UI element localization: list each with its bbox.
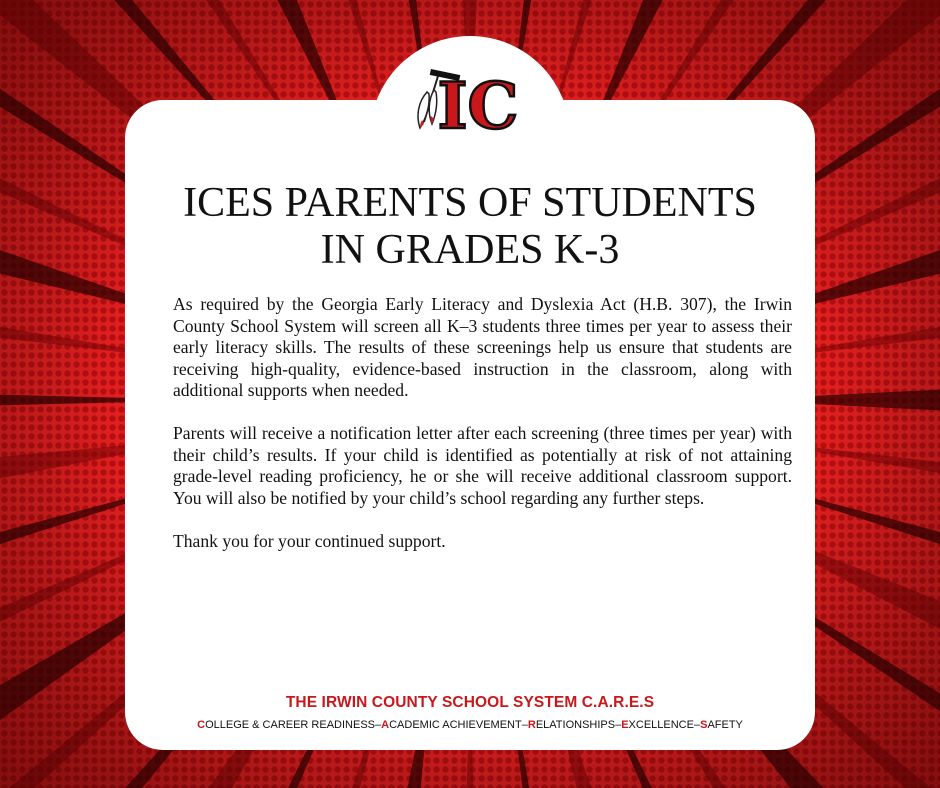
cares-separator: – [521,719,528,731]
page-title [125,180,815,274]
cares-word: ELATIONSHIPS [535,719,616,731]
paragraph-notification: Parents will receive a notification letter after each screening (three times per year) with their child’s results. If your child is identified as potentially at risk of not attaining grade-level reading proficiency, he or she will receive additional classroom support. You will also be notified by your child’s school regarding any further steps. [173,423,792,508]
cares-initial: A [381,719,390,731]
cares-initial: R [527,719,536,731]
title-line-2: IN GRADES K-3 [320,227,620,273]
letter-body [173,294,792,574]
cares-initial: C [197,719,206,731]
title-line-1: ICES PARENTS OF STUDENTS [183,180,757,226]
cares-word: XCELLENCE [628,719,694,731]
cares-initial: E [621,719,629,731]
cares-acronym-line [125,719,815,731]
cares-word: OLLEGE & CAREER READINESS [205,719,376,731]
cares-separator: – [693,719,701,731]
cares-initial: S [700,719,708,731]
cares-word: CADEMIC ACHIEVEMENT [389,719,522,731]
cares-separator: – [375,719,382,731]
school-logo [410,62,520,138]
cares-word: AFETY [707,719,743,731]
paragraph-thanks: Thank you for your continued support. [173,530,446,551]
logo-text: IC [437,69,519,138]
cares-title: THE IRWIN COUNTY SCHOOL SYSTEM C.A.R.E.S [285,694,655,711]
paragraph-intro: As required by the Georgia Early Literacy and Dyslexia Act (H.B. 307), the Irwin County School System will screen all K–3 students three times per year to assess their early literacy skills. The results of these screenings help us ensure that students are receiving high-quality, evidence-based instruction in the classroom, along with additional supports when needed. [173,294,792,400]
cares-separator: – [615,719,622,731]
